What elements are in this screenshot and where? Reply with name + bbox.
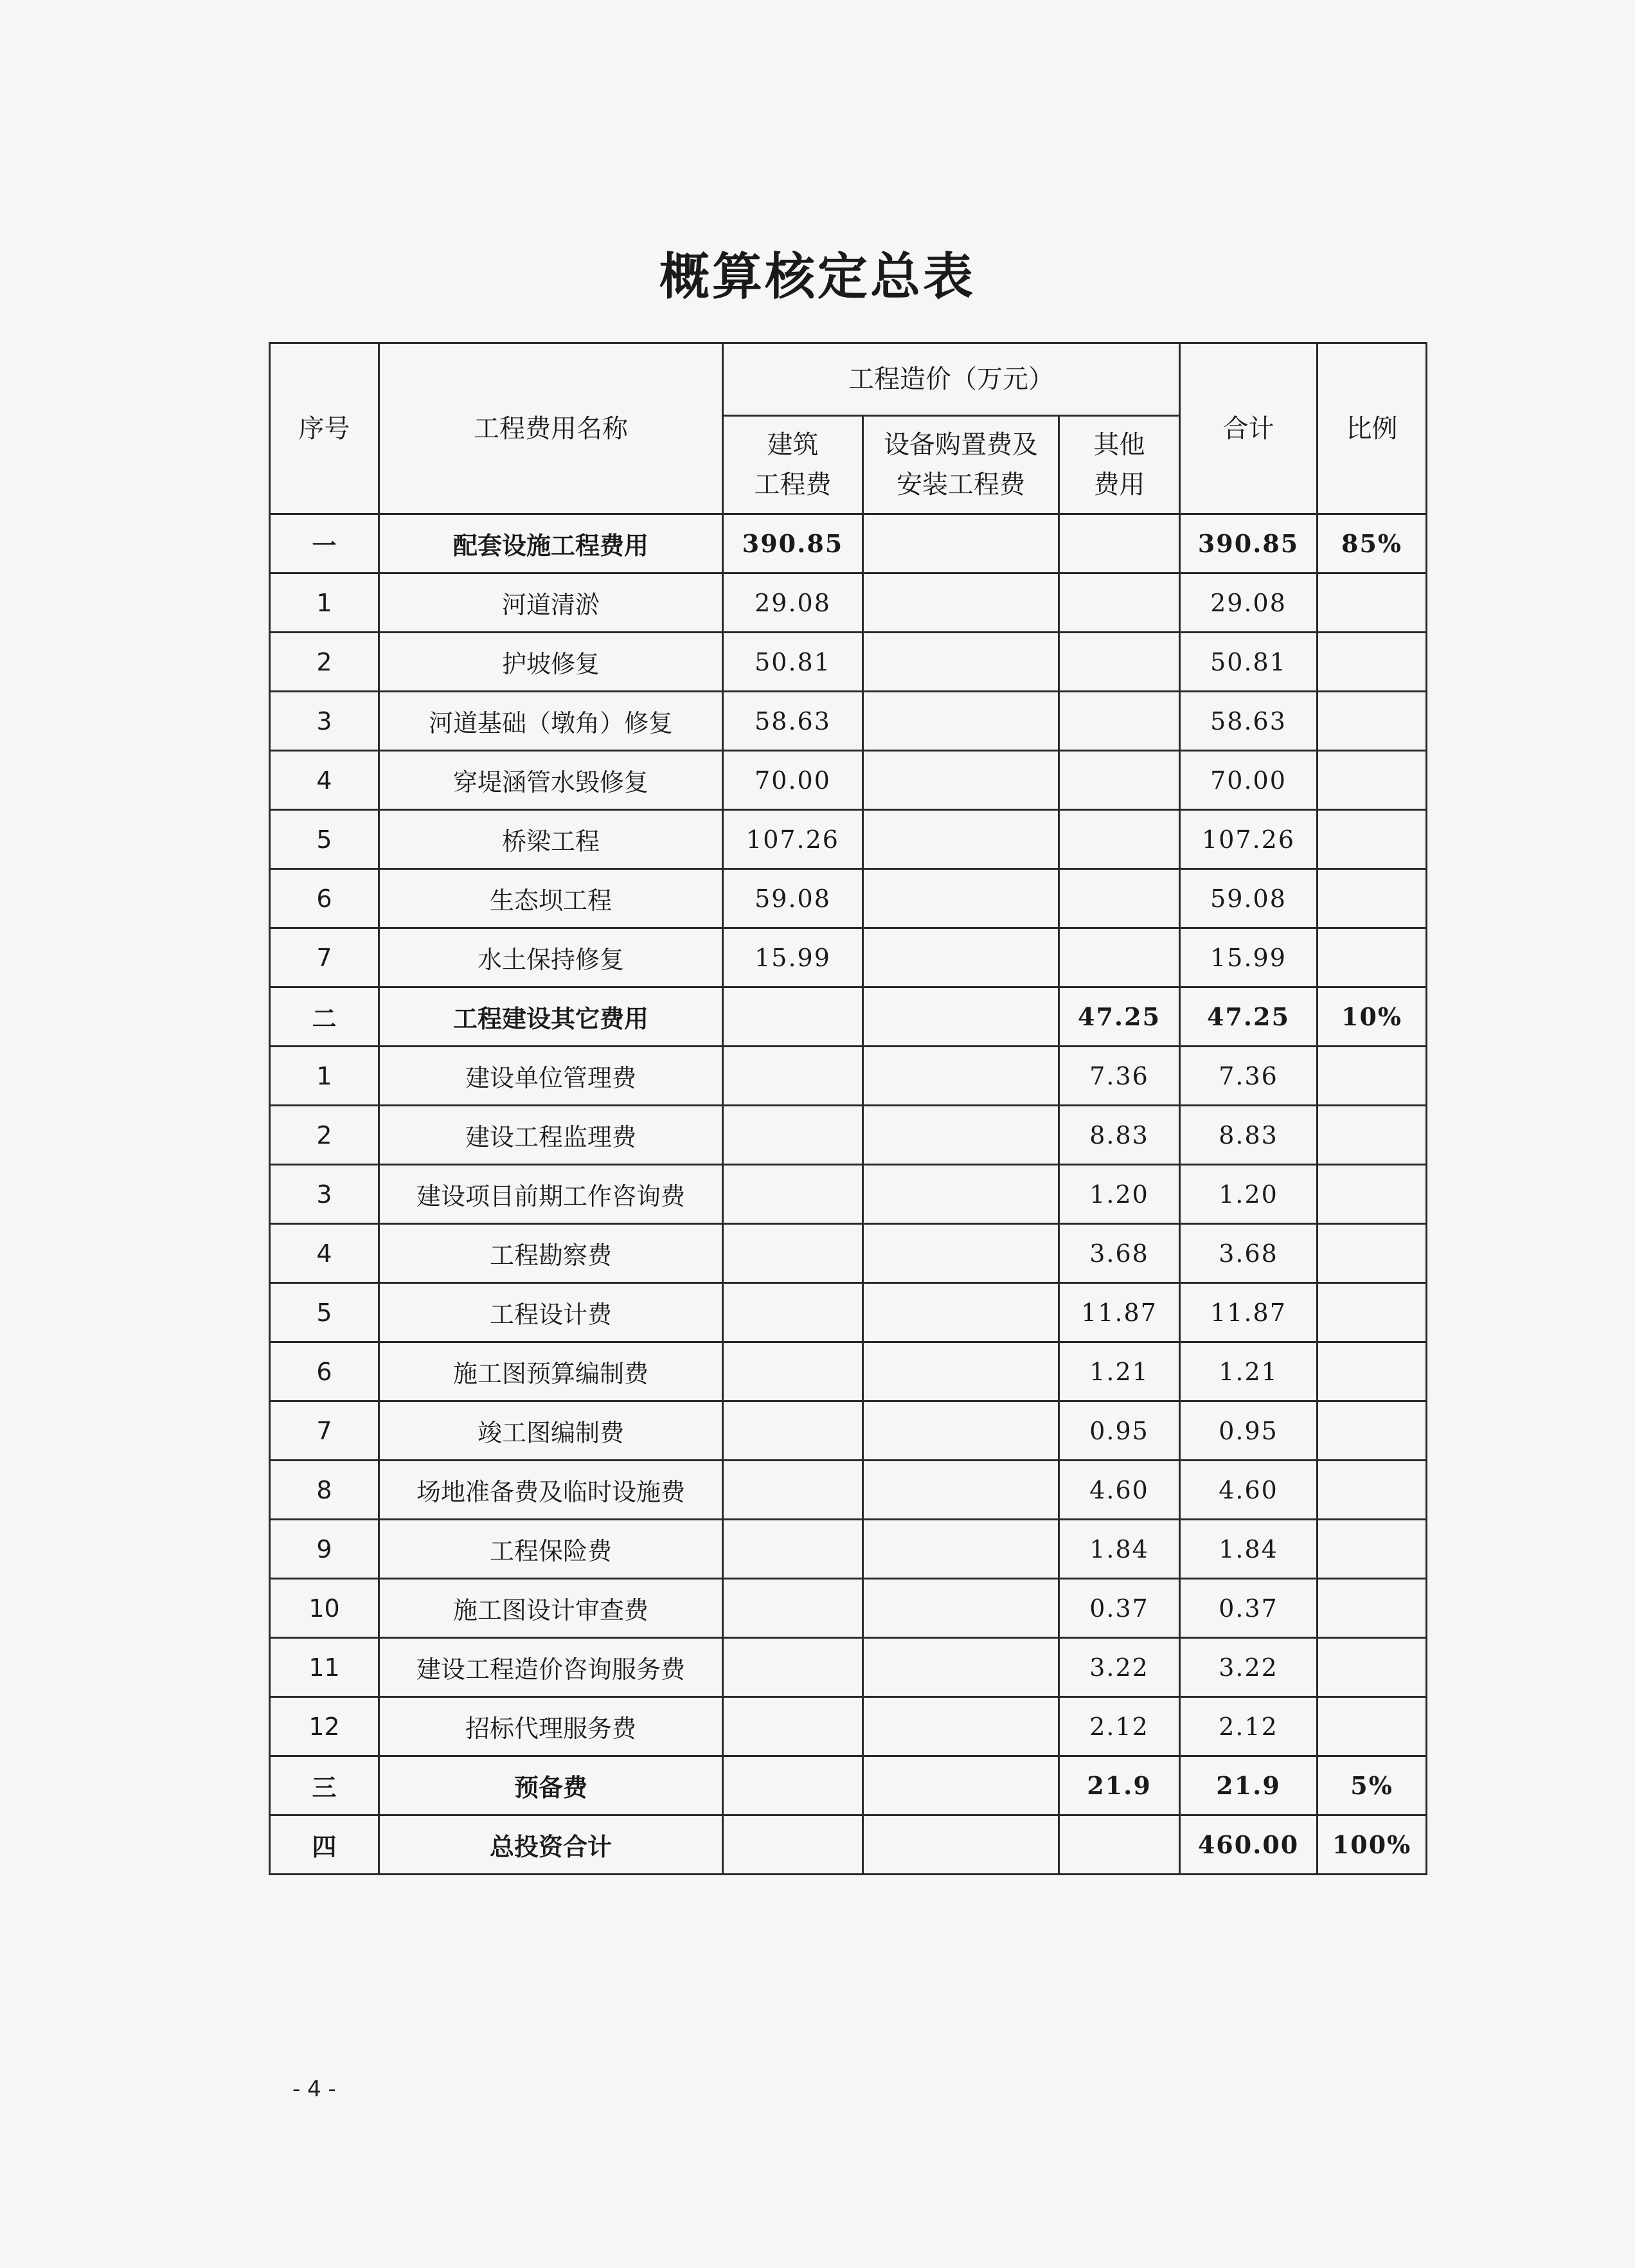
cell-construction: 107.26 [723, 810, 863, 869]
cell-total: 0.95 [1180, 1401, 1318, 1461]
cell-seq: 4 [270, 751, 379, 810]
cell-total: 15.99 [1180, 928, 1318, 987]
table-row [270, 751, 1427, 810]
cell-ratio [1318, 1342, 1427, 1401]
cell-other: 21.9 [1059, 1756, 1180, 1815]
cell-construction [723, 1342, 863, 1401]
cell-total: 70.00 [1180, 751, 1318, 810]
cell-name: 场地准备费及临时设施费 [379, 1461, 723, 1520]
cell-total: 3.68 [1180, 1224, 1318, 1283]
cell-total: 58.63 [1180, 692, 1318, 751]
cell-seq: 12 [270, 1697, 379, 1756]
cell-equipment [863, 514, 1059, 573]
cell-equipment [863, 1638, 1059, 1697]
cell-construction: 50.81 [723, 633, 863, 692]
table-row [270, 1520, 1427, 1579]
cell-seq: 10 [270, 1579, 379, 1638]
cell-total: 1.20 [1180, 1165, 1318, 1224]
cell-other: 3.22 [1059, 1638, 1180, 1697]
cell-construction [723, 1756, 863, 1815]
table-row [270, 692, 1427, 751]
cell-total: 2.12 [1180, 1697, 1318, 1756]
cell-equipment [863, 573, 1059, 633]
cell-construction [723, 1638, 863, 1697]
cell-name: 竣工图编制费 [379, 1401, 723, 1461]
cell-name: 施工图设计审查费 [379, 1579, 723, 1638]
cell-equipment [863, 1756, 1059, 1815]
cell-equipment [863, 1342, 1059, 1401]
cell-construction: 70.00 [723, 751, 863, 810]
cell-other: 11.87 [1059, 1283, 1180, 1342]
cell-seq: 二 [270, 987, 379, 1047]
cell-other [1059, 751, 1180, 810]
cell-name: 工程保险费 [379, 1520, 723, 1579]
cell-total: 11.87 [1180, 1283, 1318, 1342]
cell-other: 0.95 [1059, 1401, 1180, 1461]
cell-other: 1.21 [1059, 1342, 1180, 1401]
cell-name: 招标代理服务费 [379, 1697, 723, 1756]
cell-name: 建设项目前期工作咨询费 [379, 1165, 723, 1224]
cell-total: 21.9 [1180, 1756, 1318, 1815]
cell-equipment [863, 1461, 1059, 1520]
cell-construction [723, 987, 863, 1047]
table-row [270, 1283, 1427, 1342]
header-equipment: 设备购置费及 安装工程费 [863, 416, 1059, 514]
cell-name: 配套设施工程费用 [379, 514, 723, 573]
table-row [270, 573, 1427, 633]
cell-construction [723, 1697, 863, 1756]
cell-name: 工程建设其它费用 [379, 987, 723, 1047]
cell-equipment [863, 928, 1059, 987]
cell-other: 1.84 [1059, 1520, 1180, 1579]
cell-ratio [1318, 1461, 1427, 1520]
cell-construction [723, 1520, 863, 1579]
cell-name: 建设工程造价咨询服务费 [379, 1638, 723, 1697]
cell-other [1059, 1815, 1180, 1875]
cell-name: 工程设计费 [379, 1283, 723, 1342]
cell-other: 7.36 [1059, 1047, 1180, 1106]
cell-construction: 59.08 [723, 869, 863, 928]
cell-seq: 3 [270, 692, 379, 751]
cell-seq: 3 [270, 1165, 379, 1224]
cell-seq: 6 [270, 869, 379, 928]
cell-seq: 四 [270, 1815, 379, 1875]
cell-ratio [1318, 1520, 1427, 1579]
cell-other: 1.20 [1059, 1165, 1180, 1224]
table-row [270, 1815, 1427, 1875]
cell-other [1059, 810, 1180, 869]
cell-seq: 8 [270, 1461, 379, 1520]
cell-name: 预备费 [379, 1756, 723, 1815]
cell-ratio [1318, 928, 1427, 987]
table-row [270, 810, 1427, 869]
cell-equipment [863, 1106, 1059, 1165]
cell-ratio [1318, 1401, 1427, 1461]
cell-construction [723, 1106, 863, 1165]
cell-ratio [1318, 1047, 1427, 1106]
table-row [270, 869, 1427, 928]
header-cost-group: 工程造价（万元） [723, 343, 1180, 416]
table-row [270, 1106, 1427, 1165]
table-row [270, 1756, 1427, 1815]
cell-construction [723, 1401, 863, 1461]
cell-seq: 11 [270, 1638, 379, 1697]
cell-total: 1.84 [1180, 1520, 1318, 1579]
cell-name: 建设单位管理费 [379, 1047, 723, 1106]
header-name: 工程费用名称 [379, 343, 723, 514]
cell-equipment [863, 810, 1059, 869]
cell-ratio [1318, 573, 1427, 633]
cell-total: 3.22 [1180, 1638, 1318, 1697]
cell-ratio: 85% [1318, 514, 1427, 573]
cell-other: 2.12 [1059, 1697, 1180, 1756]
cell-total: 59.08 [1180, 869, 1318, 928]
cell-total: 47.25 [1180, 987, 1318, 1047]
cell-seq: 7 [270, 1401, 379, 1461]
cell-equipment [863, 692, 1059, 751]
cell-total: 107.26 [1180, 810, 1318, 869]
cell-name: 施工图预算编制费 [379, 1342, 723, 1401]
cell-construction: 29.08 [723, 573, 863, 633]
table-row [270, 633, 1427, 692]
cell-ratio [1318, 1165, 1427, 1224]
cell-other [1059, 869, 1180, 928]
cell-other: 8.83 [1059, 1106, 1180, 1165]
cell-name: 桥梁工程 [379, 810, 723, 869]
cell-other: 0.37 [1059, 1579, 1180, 1638]
cell-construction: 15.99 [723, 928, 863, 987]
cell-other: 3.68 [1059, 1224, 1180, 1283]
cell-equipment [863, 1579, 1059, 1638]
cell-name: 护坡修复 [379, 633, 723, 692]
cell-construction [723, 1224, 863, 1283]
cell-total: 4.60 [1180, 1461, 1318, 1520]
table-row [270, 1401, 1427, 1461]
cell-ratio: 100% [1318, 1815, 1427, 1875]
cell-other [1059, 573, 1180, 633]
cell-construction [723, 1165, 863, 1224]
cell-ratio [1318, 633, 1427, 692]
cell-seq: 6 [270, 1342, 379, 1401]
table-row [270, 1579, 1427, 1638]
cell-other [1059, 928, 1180, 987]
table-row [270, 1697, 1427, 1756]
cell-ratio: 5% [1318, 1756, 1427, 1815]
cell-equipment [863, 751, 1059, 810]
table-row [270, 928, 1427, 987]
table-row [270, 987, 1427, 1047]
cell-construction [723, 1047, 863, 1106]
cell-other [1059, 692, 1180, 751]
cell-ratio [1318, 1579, 1427, 1638]
cell-ratio [1318, 1283, 1427, 1342]
cell-total: 7.36 [1180, 1047, 1318, 1106]
cell-seq: 4 [270, 1224, 379, 1283]
cell-equipment [863, 1283, 1059, 1342]
cell-name: 穿堤涵管水毁修复 [379, 751, 723, 810]
cell-other: 4.60 [1059, 1461, 1180, 1520]
cell-construction: 390.85 [723, 514, 863, 573]
cell-name: 总投资合计 [379, 1815, 723, 1875]
cell-name: 河道清淤 [379, 573, 723, 633]
cell-seq: 1 [270, 1047, 379, 1106]
cell-ratio [1318, 1106, 1427, 1165]
cell-equipment [863, 1697, 1059, 1756]
cell-other: 47.25 [1059, 987, 1180, 1047]
cell-total: 1.21 [1180, 1342, 1318, 1401]
cell-other [1059, 633, 1180, 692]
cell-total: 50.81 [1180, 633, 1318, 692]
header-total: 合计 [1180, 343, 1318, 514]
cell-ratio [1318, 751, 1427, 810]
cell-seq: 2 [270, 1106, 379, 1165]
cell-total: 0.37 [1180, 1579, 1318, 1638]
cell-construction [723, 1579, 863, 1638]
cell-ratio [1318, 810, 1427, 869]
cell-total: 460.00 [1180, 1815, 1318, 1875]
cell-ratio [1318, 1638, 1427, 1697]
cell-other [1059, 514, 1180, 573]
header-ratio: 比例 [1318, 343, 1427, 514]
table-row [270, 1165, 1427, 1224]
cell-name: 工程勘察费 [379, 1224, 723, 1283]
cell-seq: 5 [270, 1283, 379, 1342]
cell-seq: 三 [270, 1756, 379, 1815]
cell-equipment [863, 1520, 1059, 1579]
cell-seq: 5 [270, 810, 379, 869]
cell-ratio: 10% [1318, 987, 1427, 1047]
cell-total: 29.08 [1180, 573, 1318, 633]
table-body [270, 514, 1427, 1875]
cell-construction [723, 1815, 863, 1875]
cell-ratio [1318, 1697, 1427, 1756]
header-other: 其他 费用 [1059, 416, 1180, 514]
cell-equipment [863, 869, 1059, 928]
table-row [270, 1461, 1427, 1520]
cell-total: 8.83 [1180, 1106, 1318, 1165]
cell-ratio [1318, 1224, 1427, 1283]
cell-construction [723, 1461, 863, 1520]
cell-name: 河道基础（墩角）修复 [379, 692, 723, 751]
cell-equipment [863, 987, 1059, 1047]
cell-equipment [863, 1165, 1059, 1224]
table-row [270, 1224, 1427, 1283]
cell-equipment [863, 633, 1059, 692]
table-row [270, 514, 1427, 573]
cell-seq: 1 [270, 573, 379, 633]
cell-seq: 9 [270, 1520, 379, 1579]
header-construction: 建筑 工程费 [723, 416, 863, 514]
table-row [270, 1638, 1427, 1697]
cell-construction [723, 1283, 863, 1342]
cell-equipment [863, 1047, 1059, 1106]
cell-name: 生态坝工程 [379, 869, 723, 928]
cell-seq: 7 [270, 928, 379, 987]
cell-seq: 2 [270, 633, 379, 692]
page-title: 概算核定总表 [659, 248, 976, 306]
cell-name: 建设工程监理费 [379, 1106, 723, 1165]
cell-equipment [863, 1224, 1059, 1283]
cell-ratio [1318, 692, 1427, 751]
budget-summary-table [269, 342, 1427, 1875]
table-row [270, 1047, 1427, 1106]
cell-ratio [1318, 869, 1427, 928]
cell-seq: 一 [270, 514, 379, 573]
cell-name: 水土保持修复 [379, 928, 723, 987]
header-seq: 序号 [270, 343, 379, 514]
cell-total: 390.85 [1180, 514, 1318, 573]
cell-equipment [863, 1401, 1059, 1461]
table-row [270, 1342, 1427, 1401]
cell-equipment [863, 1815, 1059, 1875]
cell-construction: 58.63 [723, 692, 863, 751]
page-number: - 4 - [292, 2076, 336, 2102]
